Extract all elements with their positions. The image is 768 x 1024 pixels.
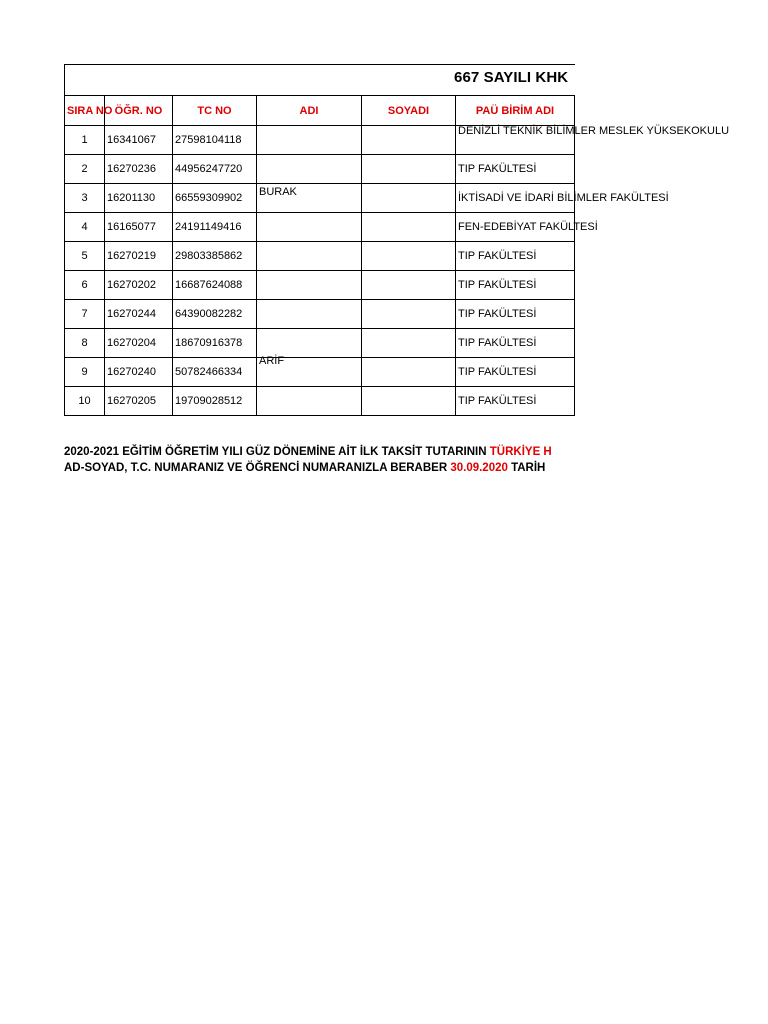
cell-soyadi <box>362 358 456 387</box>
cell-adi <box>257 329 362 358</box>
title-row <box>64 64 575 96</box>
cell-tc-no: 44956247720 <box>173 155 257 184</box>
cell-birim: TIP FAKÜLTESİ <box>456 155 575 184</box>
cell-tc-no: 19709028512 <box>173 387 257 416</box>
cell-birim: TIP FAKÜLTESİ <box>456 242 575 271</box>
cell-ogr-no: 16165077 <box>105 213 173 242</box>
cell-tc-no: 64390082282 <box>173 300 257 329</box>
footer-line-2-date: 30.09.2020 <box>450 462 508 474</box>
cell-adi <box>257 242 362 271</box>
footer-line-2-tail: TARİH <box>507 462 546 474</box>
cell-sira: 1 <box>65 126 105 155</box>
header-sira: SIRA NO <box>65 96 105 126</box>
table-row <box>65 126 575 155</box>
cell-adi <box>257 155 362 184</box>
cell-sira: 10 <box>65 387 105 416</box>
cell-birim: TIP FAKÜLTESİ <box>456 271 575 300</box>
cell-tc-no: 27598104118 <box>173 126 257 155</box>
cell-sira: 6 <box>65 271 105 300</box>
cell-soyadi <box>362 155 456 184</box>
cell-birim: TIP FAKÜLTESİ <box>456 329 575 358</box>
cell-birim: FEN-EDEBİYAT FAKÜLTESİ <box>456 213 575 242</box>
cell-ogr-no: 16270205 <box>105 387 173 416</box>
cell-adi <box>257 271 362 300</box>
cell-birim: TIP FAKÜLTESİ <box>456 387 575 416</box>
cell-tc-no: 66559309902 <box>173 184 257 213</box>
table-row <box>65 213 575 242</box>
cell-soyadi <box>362 300 456 329</box>
header-birim: PAÜ BİRİM ADI <box>456 96 575 126</box>
table-row <box>65 271 575 300</box>
header-tc-no: TC NO <box>173 96 257 126</box>
student-table <box>64 95 730 416</box>
cell-soyadi <box>362 242 456 271</box>
cell-tc-no: 24191149416 <box>173 213 257 242</box>
table-row <box>65 329 575 358</box>
table-row <box>65 358 575 387</box>
footer-line-2-text: AD-SOYAD, T.C. NUMARANIZ VE ÖĞRENCİ NUMARANIZLA BERABER <box>64 462 451 474</box>
cell-ogr-no: 16270219 <box>105 242 173 271</box>
cell-adi <box>257 300 362 329</box>
cell-ogr-no: 16341067 <box>105 126 173 155</box>
cell-sira: 9 <box>65 358 105 387</box>
cell-ogr-no: 16270236 <box>105 155 173 184</box>
table-row <box>65 184 575 213</box>
footer-line-1-red: TÜRKİYE H <box>489 446 552 458</box>
cell-soyadi <box>362 184 456 213</box>
cell-adi-text: BURAK <box>259 186 297 198</box>
table-row <box>65 387 575 416</box>
cell-birim: TIP FAKÜLTESİ <box>456 300 575 329</box>
header-ogr-no: ÖĞR. NO <box>105 96 173 126</box>
footer-line-1 <box>64 444 584 460</box>
cell-sira: 2 <box>65 155 105 184</box>
cell-ogr-no: 16201130 <box>105 184 173 213</box>
cell-adi <box>257 387 362 416</box>
cell-tc-no: 50782466334 <box>173 358 257 387</box>
sheet-title: 667 SAYILI KHK <box>454 69 569 86</box>
cell-adi <box>257 184 362 213</box>
table-row <box>65 242 575 271</box>
header-adi: ADI <box>257 96 362 126</box>
cell-birim: İKTİSADİ VE İDARİ BİLİMLER FAKÜLTESİ <box>456 184 575 213</box>
cell-sira: 5 <box>65 242 105 271</box>
cell-soyadi <box>362 126 456 155</box>
cell-soyadi <box>362 271 456 300</box>
cell-soyadi <box>362 213 456 242</box>
cell-sira: 4 <box>65 213 105 242</box>
table-row <box>65 155 575 184</box>
cell-sira: 8 <box>65 329 105 358</box>
cell-adi <box>257 355 362 387</box>
cell-soyadi <box>362 329 456 358</box>
cell-adi-text: ARİF <box>259 355 285 367</box>
cell-ogr-no: 16270204 <box>105 329 173 358</box>
table-row <box>65 300 575 329</box>
cell-tc-no: 16687624088 <box>173 271 257 300</box>
cell-birim: TIP FAKÜLTESİ <box>456 358 575 387</box>
cell-ogr-no: 16270240 <box>105 358 173 387</box>
spreadsheet <box>64 64 730 494</box>
footer-note <box>64 444 584 476</box>
footer-line-1-text: 2020-2021 EĞİTİM ÖĞRETİM YILI GÜZ DÖNEMİNE AİT İLK TAKSİT TUTARININ <box>64 446 490 458</box>
cell-ogr-no: 16270202 <box>105 271 173 300</box>
cell-tc-no: 29803385862 <box>173 242 257 271</box>
header-soyadi: SOYADI <box>362 96 456 126</box>
cell-soyadi <box>362 387 456 416</box>
cell-tc-no: 18670916378 <box>173 329 257 358</box>
cell-ogr-no: 16270244 <box>105 300 173 329</box>
cell-sira: 3 <box>65 184 105 213</box>
cell-sira: 7 <box>65 300 105 329</box>
footer-line-2 <box>64 460 584 476</box>
table-header-row <box>65 96 575 126</box>
cell-adi <box>257 213 362 242</box>
cell-adi <box>257 126 362 155</box>
cell-birim: DENİZLİ TEKNİK BİLİMLER MESLEK YÜKSEKOKULU <box>456 126 575 155</box>
